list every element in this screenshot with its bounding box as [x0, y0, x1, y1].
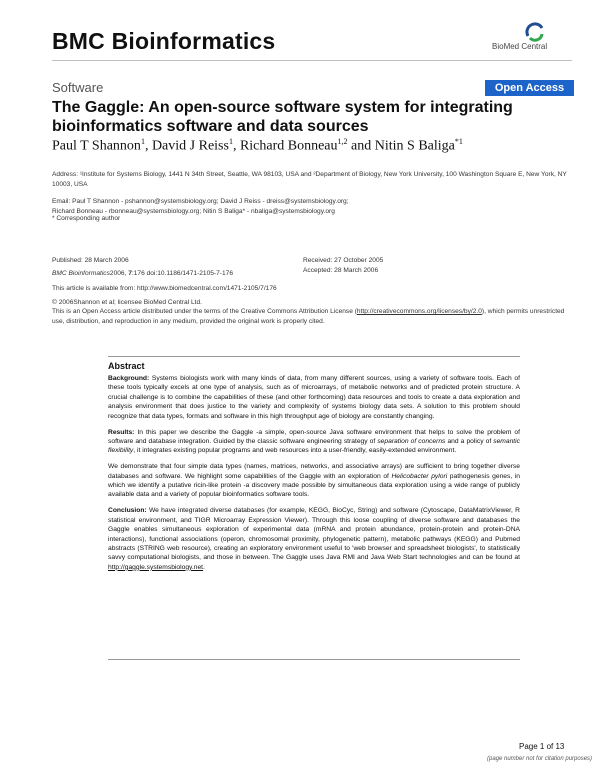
results-text: and a policy of: [445, 437, 494, 445]
abstract-paragraph: [108, 506, 520, 572]
conclusion-end: .: [203, 563, 205, 571]
header-rule: [52, 60, 572, 61]
dates-block: [303, 256, 383, 276]
author-name: Richard Bonneau: [239, 138, 338, 154]
conclusion-text: We have integrated diverse databases (for example, KEGG, BioCyc, String) and software (Cytoscape, DataMatrixViewer, R statistical environment, and TIGR Microarray Expression Viewer). Through this loose coupling of diverse software and databases the Gaggle enables simultaneous exploration of experimental data (mRNA and protein abundance, protein-protein and protein-DNA interactions), functional associations (operon, chromosomal proximity, phylogenetic pattern), metabolic pathways (KEGG) and Pubmed abstracts (STRING web resource), creating an exploratory environment useful to 'web browser and spreadsheet biologists', to statistically savvy computational biologists, and those in between. The Gaggle uses Java RMI and Java Web Start technologies and can be found at: [108, 507, 520, 562]
author-name: Nitin S Baliga: [374, 138, 455, 154]
results-text: , it integrates existing popular programs and web resources into a user-friendly, easily-extended environment.: [133, 447, 457, 455]
affiliation-address: Address: ¹Institute for Systems Biology, 1441 N 34th Street, Seattle, WA 98103, USA and ²Department of Biology, New York University, 100 Washington Square E, New York, NY 10003, USA: [52, 171, 567, 188]
ref-doi: :176 doi:10.1186/1471-2105-7-176: [131, 270, 233, 277]
biomed-central-logo: [492, 22, 562, 54]
author-separator: ,: [232, 138, 240, 154]
gaggle-link[interactable]: http://gaggle.systemsbiology.net: [108, 563, 204, 571]
results-emphasis: semantic flexibility: [108, 437, 520, 455]
received-date: Received: 27 October 2005: [303, 257, 384, 264]
background-label: Background:: [108, 375, 150, 382]
article-reference: [52, 269, 233, 279]
section-label: Software: [52, 80, 104, 95]
ref-year: 2006,: [109, 270, 129, 277]
author-affiliation: 1: [140, 137, 145, 146]
license-post: ), which permits unrestricted use, distribution, and reproduction in any medium, provided the original work is properly cited.: [52, 308, 565, 325]
author-separator: ,: [144, 138, 152, 154]
author-separator: and: [347, 138, 375, 154]
ref-journal: BMC Bioinformatics: [52, 270, 110, 277]
results-text: We demonstrate that four simple data types (names, matrices, networks, and associative arrays) are sufficient to bring together diverse databases and software. We highlight some capabilities of the Gaggle with an exploration of: [108, 463, 520, 480]
abstract-box: [108, 356, 520, 660]
author-affiliation: 1,2: [337, 137, 348, 146]
author-affiliation: 1: [228, 137, 233, 146]
species-name: Helicobacter pylori: [391, 472, 448, 480]
abstract-body: [108, 374, 520, 579]
accepted-date: Accepted: 28 March 2006: [303, 267, 379, 274]
license-link[interactable]: http://creativecommons.org/licenses/by/2.0: [356, 308, 482, 315]
results-text: In this paper we describe the Gaggle -a simple, open-source Java software environment that helps to solve the problem of software and database integration. Guided by the classic software engineering strategy of: [108, 428, 520, 445]
logo-text: BioMed Central: [492, 42, 548, 51]
license-text: [52, 307, 574, 327]
results-label: Results:: [108, 428, 135, 436]
email-line: Richard Bonneau - rbonneau@systemsbiology.org; Nitin S Baliga* - nbaliga@systemsbiology.org: [52, 208, 335, 215]
corresponding-note: * Corresponding author: [52, 215, 121, 222]
results-text: pathogenesis genes, in which we identify a putative ricin-like protein -a discovery made possible by simultaneous data exploration using a wide range of publicly available data and a variety of popular bioinformatics software tools.: [108, 472, 520, 499]
email-block: [52, 197, 572, 217]
open-access-badge: Open Access: [485, 80, 574, 96]
results-emphasis: separation of concerns: [377, 437, 446, 445]
page-number: Page 1 of 13: [519, 742, 565, 751]
email-line: Email: Paul T Shannon - pshannon@systemsbiology.org; David J Reiss - dreiss@systemsbiology.org;: [52, 198, 349, 205]
conclusion-label: Conclusion:: [108, 507, 147, 515]
copyright-line: © 2006Shannon et al; licensee BioMed Central Ltd.: [52, 299, 203, 306]
author-affiliation: *1: [454, 137, 463, 146]
abstract-paragraph: [108, 428, 520, 456]
article-title: The Gaggle: An open-source software system for integrating bioinformatics software and data sources: [52, 99, 513, 135]
page-number-note: (page number not for citation purposes): [487, 756, 593, 762]
published-date: Published: 28 March 2006: [52, 257, 129, 264]
license-pre: This is an Open Access article distributed under the terms of the Creative Commons Attribution License (: [52, 308, 357, 315]
availability-note: This article is available from: http://www.biomedcentral.com/1471-2105/7/176: [52, 285, 277, 292]
abstract-paragraph: [108, 462, 520, 500]
journal-title: BMC Bioinformatics: [52, 28, 276, 54]
author-name: David J Reiss: [151, 138, 229, 154]
author-list: [52, 137, 592, 155]
background-text: Systems biologists work with many kinds of data, from many different sources, using a variety of software tools. Each of these tools typically excels at one type of analysis, such as of microarrays, of metabolic networks and of predicted protein structure. A crucial challenge is to combine the capabilities of these (and other forthcoming) data resources and tools to create a data exploration and analysis environment that does justice to the variety and complexity of systems biology data sets. A solution to this problem should recognize that data types, formats and software in this high throughput age of biology are constantly changing.: [108, 375, 520, 420]
author-name: Paul T Shannon: [52, 138, 141, 154]
abstract-paragraph: [108, 374, 520, 421]
ref-volume: 7: [128, 270, 132, 277]
abstract-heading: Abstract: [108, 361, 145, 371]
biomed-logo-icon: [524, 22, 546, 42]
